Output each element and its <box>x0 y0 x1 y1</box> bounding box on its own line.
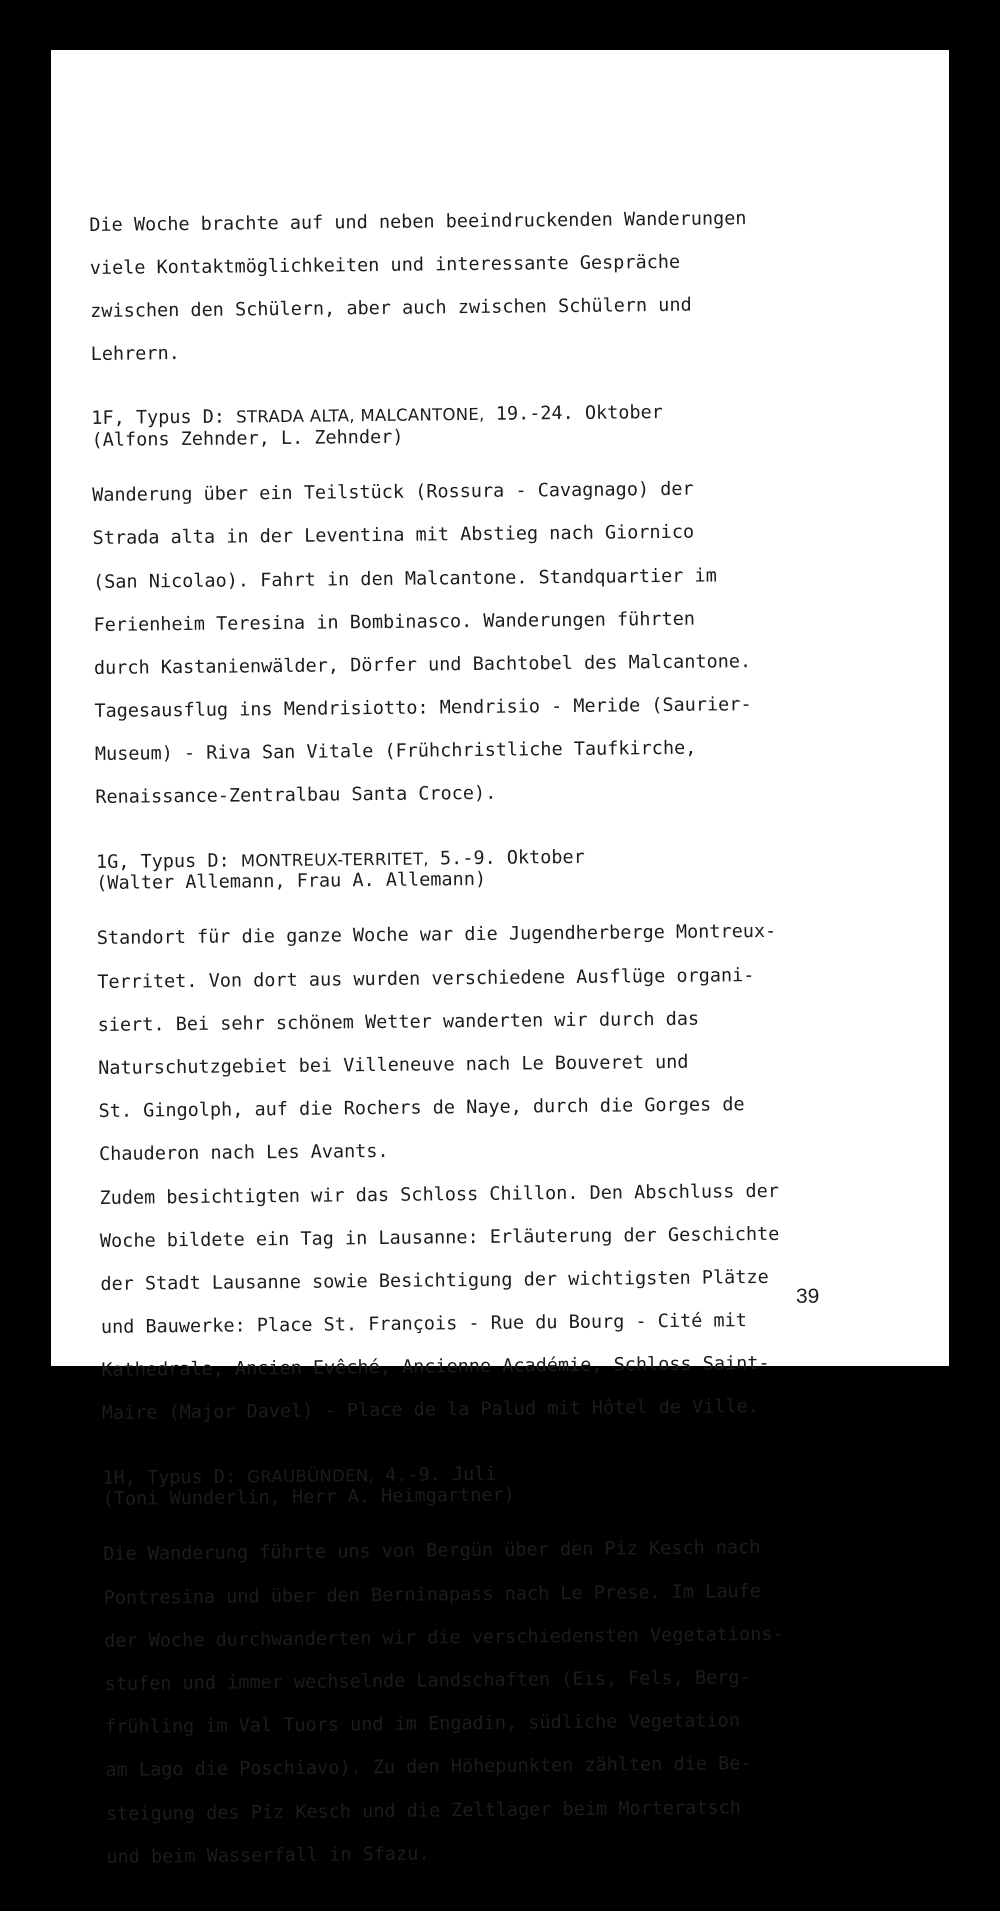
body-line: St. Gingolph, auf die Rochers de Naye, durch die Gorges de <box>98 1094 745 1123</box>
section-heading-1h <box>102 1459 902 1511</box>
date-range: 4.-9. Juli <box>373 1463 497 1486</box>
body-line: Woche bildete ein Tag in Lausanne: Erläuterung der Geschichte <box>99 1223 780 1252</box>
body-line: der Stadt Lausanne sowie Besichtigung der wichtigsten Plätze <box>100 1266 769 1295</box>
intro-line: Die Woche brachte auf und neben beeindruckenden Wanderungen <box>89 207 747 236</box>
place-name: STRADA ALTA, MALCANTONE, <box>236 405 485 427</box>
body-line: Pontresina und über den Berninapass nach Le Prese. Im Laufe <box>103 1580 761 1609</box>
intro-line: zwischen den Schülern, aber auch zwischen Schülern und <box>90 294 692 322</box>
body-line: am Lago die Poschiavo). Zu den Höhepunkten zählten die Be- <box>105 1753 752 1782</box>
leaders: (Walter Allemann, Frau A. Allemann) <box>96 869 487 895</box>
place-name: MONTREUX-TERRITET, <box>240 849 429 871</box>
date-range: 19.-24. Oktober <box>484 402 663 426</box>
section-body-1h <box>103 1514 907 1889</box>
body-line: Maire (Major Davel) - Place de la Palud mit Hôtel de Ville. <box>101 1396 760 1425</box>
body-line: Zudem besichtigten wir das Schloss Chillon. Den Abschluss der <box>99 1180 780 1209</box>
body-line: frühling im Val Tuors und im Engadin, südliche Vegetation <box>104 1710 741 1739</box>
intro-line: viele Kontaktmöglichkeiten und interessante Gespräche <box>89 251 681 279</box>
body-line: Chauderon nach Les Avants. <box>98 1141 389 1166</box>
section-heading-1f <box>91 400 891 452</box>
body-line: Strada alta in der Leventina mit Abstieg nach Giornico <box>92 521 695 550</box>
body-line: Territet. Von dort aus wurden verschiedene Ausflüge organi- <box>97 964 755 993</box>
body-line: der Woche durchwanderten wir die verschiedensten Vegetations- <box>104 1623 784 1652</box>
class-type: 1H, Typus D: <box>102 1466 248 1489</box>
page-content <box>89 185 907 1911</box>
leaders: (Toni Wunderlin, Herr A. Heimgartner) <box>102 1484 515 1511</box>
body-line: und Bauwerke: Place St. François - Rue du Bourg - Cité mit <box>100 1310 747 1339</box>
class-type: 1F, Typus D: <box>91 406 237 430</box>
body-line: Die Wanderung führte uns von Bergün über den Piz Kesch nach <box>103 1537 761 1566</box>
section-heading-1g <box>96 843 896 895</box>
class-type: 1G, Typus D: <box>95 850 241 873</box>
body-line: Tagesausflug ins Mendrisiotto: Mendrisio - Meride (Saurier- <box>94 694 752 723</box>
body-line: Standort für die ganze Woche war die Jugendherberge Montreux- <box>96 921 777 950</box>
body-line: durch Kastanienwälder, Dörfer und Bachtobel des Malcantone. <box>93 650 752 679</box>
intro-line: Lehrern. <box>90 343 180 366</box>
body-line: Wanderung über ein Teilstück (Rossura - Cavagnago) der <box>92 478 694 507</box>
document-page <box>51 50 949 1868</box>
body-line: Renaissance-Zentralbau Santa Croce). <box>95 783 497 809</box>
body-line: (San Nicolao). Fahrt in den Malcantone. Standquartier im <box>92 564 717 593</box>
body-line: Museum) - Riva San Vitale (Frühchristliche Taufkirche, <box>94 737 697 766</box>
page-number: 39 <box>796 1285 820 1308</box>
body-line: Ferienheim Teresina in Bombinasco. Wanderungen führten <box>93 608 696 636</box>
section-body-1g <box>96 898 902 1446</box>
date-range: 5.-9. Oktober <box>428 846 585 870</box>
leaders: (Alfons Zehnder, L. Zehnder) <box>91 426 404 451</box>
place-name: GRAUBÜNDEN, <box>247 1465 375 1487</box>
body-line: Naturschutzgebiet bei Villeneuve nach Le Bouveret und <box>98 1051 689 1079</box>
body-line: steigung des Piz Kesch und die Zeltlager beim Morteratsch <box>105 1796 741 1825</box>
body-line: siert. Bei sehr schönem Wetter wanderten wir durch das <box>97 1008 700 1036</box>
section-body-1f <box>92 455 896 830</box>
body-line: und beim Wasserfall in Sfazu. <box>106 1843 430 1868</box>
intro-paragraph <box>89 185 891 388</box>
body-line: Kathedrale, Ancien Evêché, Ancienne Académie, Schloss Saint- <box>101 1353 770 1382</box>
body-line: stufen und immer wechselnde Landschaften (Eis, Fels, Berg- <box>104 1667 751 1695</box>
